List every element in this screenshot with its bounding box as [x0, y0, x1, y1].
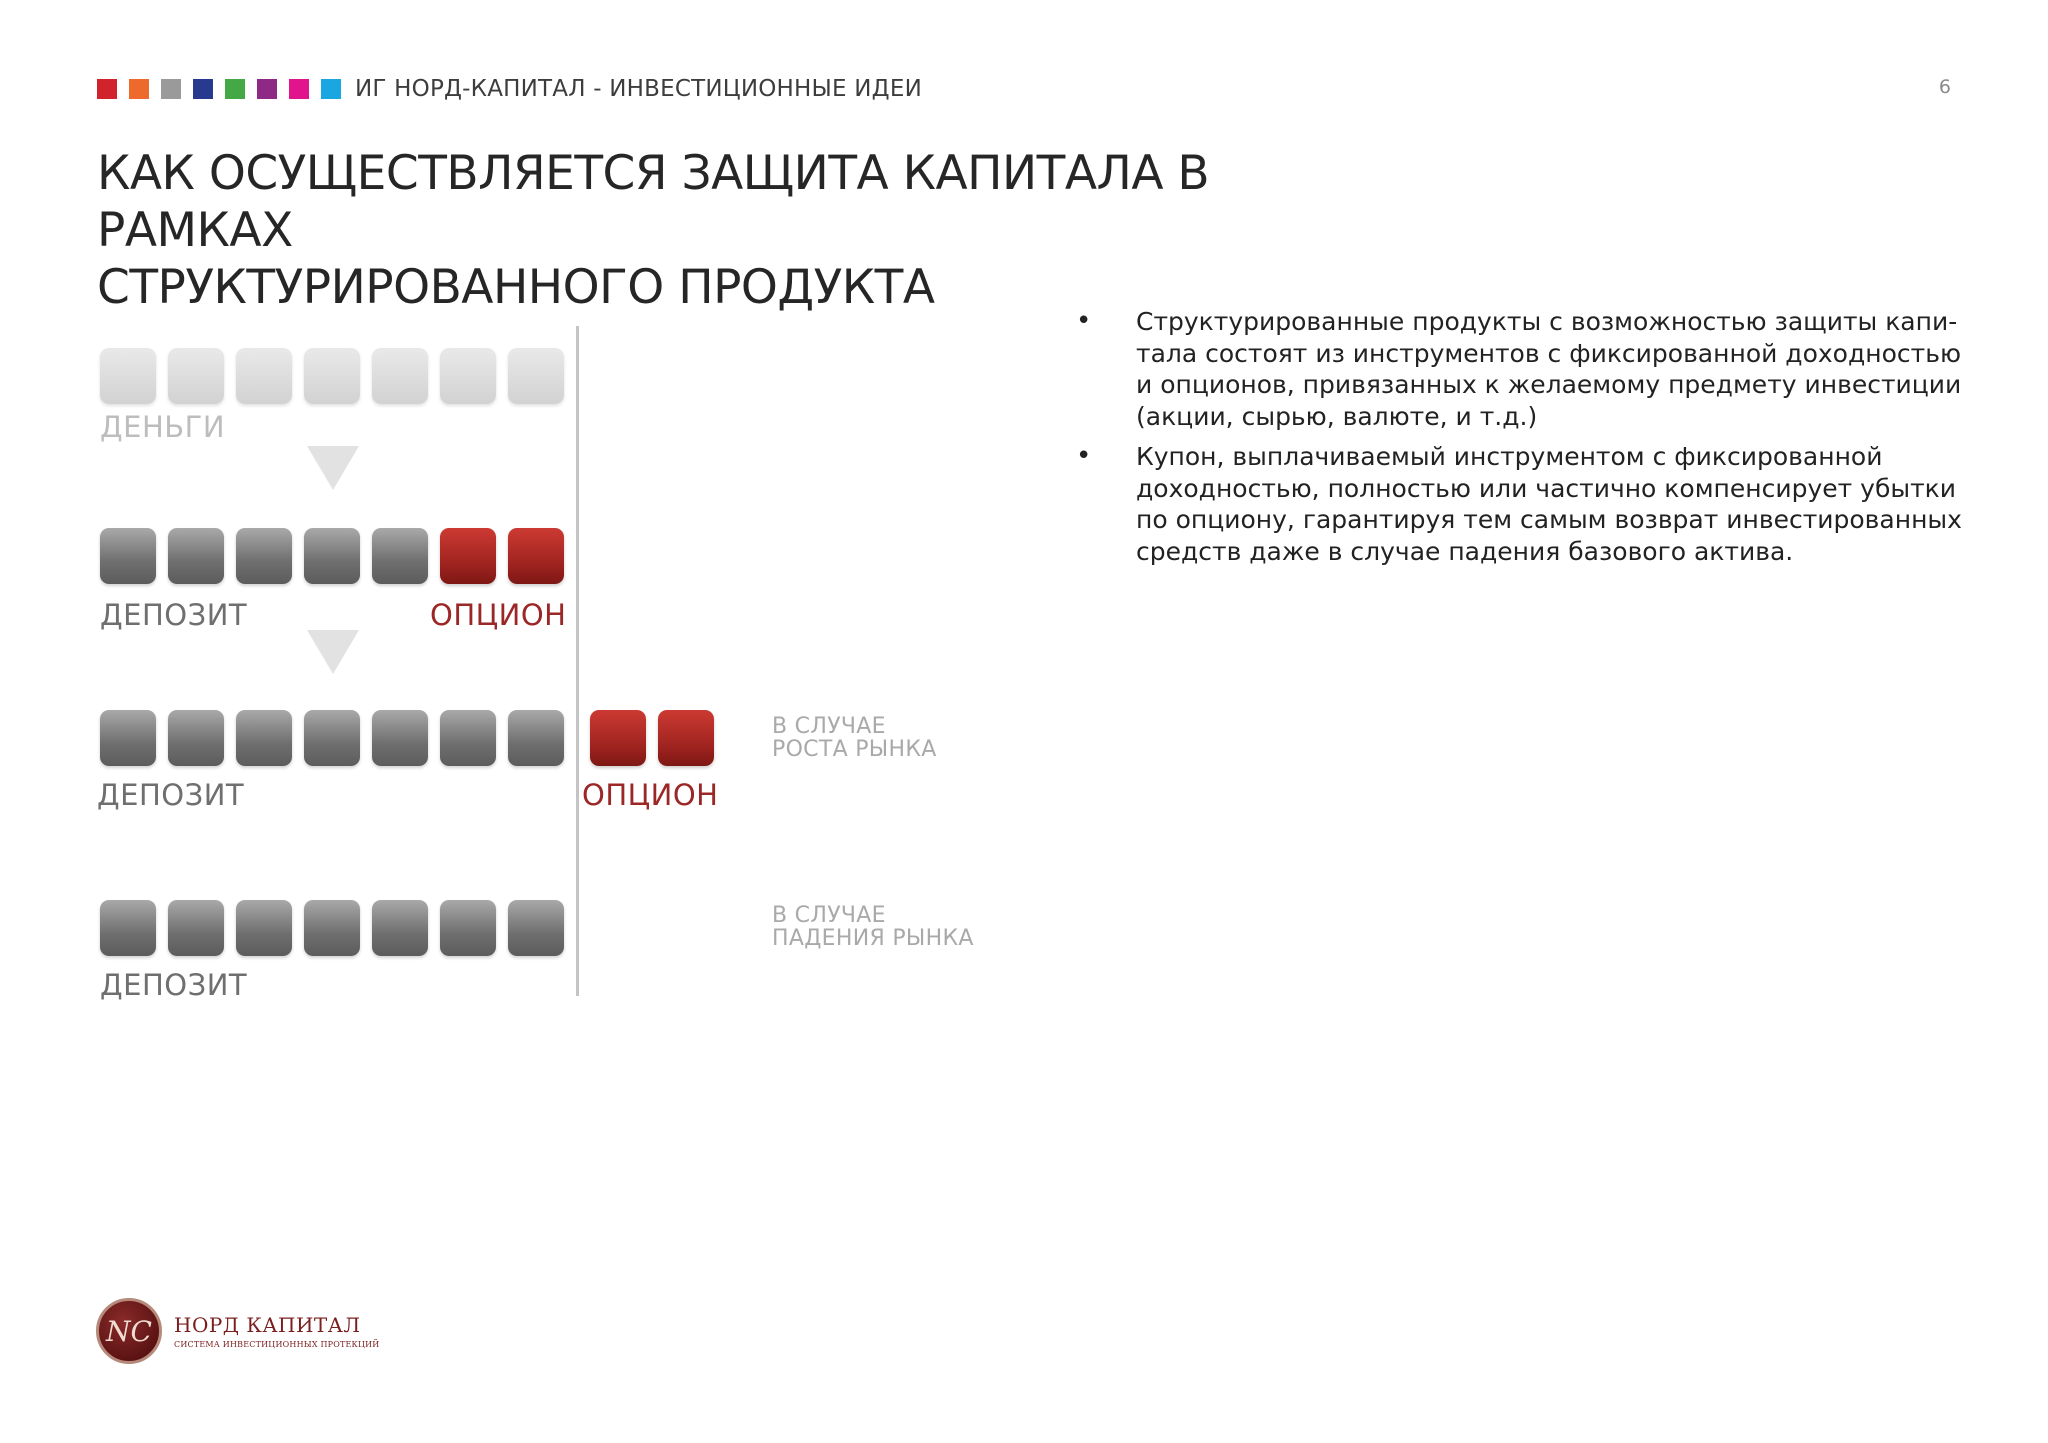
deposit-block — [304, 900, 360, 956]
divider-line — [576, 326, 579, 996]
bullet-list — [1068, 306, 1968, 576]
swatch-navy — [193, 79, 213, 99]
deposit-label: ДЕПОЗИТ — [97, 778, 245, 812]
option-label: ОПЦИОН — [582, 778, 719, 812]
bullet-item — [1068, 441, 1968, 567]
deposit-block — [440, 900, 496, 956]
deposit-block — [372, 710, 428, 766]
swatch-gray — [161, 79, 181, 99]
swatch-purple — [257, 79, 277, 99]
page-title — [97, 145, 1397, 316]
deposit-block — [168, 528, 224, 584]
deposit-block — [100, 900, 156, 956]
deposit-block — [236, 900, 292, 956]
growth-option-blocks-row — [590, 710, 714, 766]
company-logo — [96, 1298, 379, 1364]
deposit-block — [304, 710, 360, 766]
caption-line: В СЛУЧАЕ — [772, 714, 886, 739]
deposit-label: ДЕПОЗИТ — [100, 968, 248, 1002]
option-block — [508, 528, 564, 584]
market-decline-caption — [772, 904, 974, 950]
money-block — [440, 348, 496, 404]
page-title-line-1: КАК ОСУЩЕСТВЛЯЕТСЯ ЗАЩИТА КАПИТАЛА В РАМКАХ — [97, 146, 1210, 258]
logo-monogram-icon: NC — [96, 1298, 162, 1364]
bullet-text: Купон, выплачиваемый инструментом с фиксированной доходностью, полностью или частично компенсирует убытки по опциону, гарантируя тем самым возврат инвестированных средств даже в случае падения базового актива. — [1136, 442, 1962, 566]
deposit-option-blocks-row — [100, 528, 564, 584]
down-arrow-icon — [307, 630, 359, 674]
money-block — [100, 348, 156, 404]
deposit-block — [168, 710, 224, 766]
market-growth-caption — [772, 715, 937, 761]
caption-line: РОСТА РЫНКА — [772, 737, 937, 762]
bullet-dot: • — [1076, 306, 1092, 336]
swatch-red — [97, 79, 117, 99]
deposit-block — [100, 528, 156, 584]
down-arrow-icon — [307, 446, 359, 490]
caption-line: ПАДЕНИЯ РЫНКА — [772, 926, 974, 951]
header-title: ИГ НОРД-КАПИТАЛ - ИНВЕСТИЦИОННЫЕ ИДЕИ — [355, 76, 922, 102]
deposit-block — [508, 710, 564, 766]
money-label: ДЕНЬГИ — [100, 410, 226, 444]
deposit-block — [440, 710, 496, 766]
caption-line: В СЛУЧАЕ — [772, 903, 886, 928]
swatch-magenta — [289, 79, 309, 99]
deposit-block — [168, 900, 224, 956]
logo-text — [174, 1313, 379, 1349]
money-blocks-row — [100, 348, 564, 404]
money-block — [372, 348, 428, 404]
color-swatches — [97, 79, 341, 99]
money-block — [508, 348, 564, 404]
swatch-green — [225, 79, 245, 99]
page-number: 6 — [1938, 76, 1951, 98]
header-bar — [97, 74, 922, 104]
growth-deposit-blocks-row — [100, 710, 564, 766]
decline-deposit-blocks-row — [100, 900, 564, 956]
money-block — [168, 348, 224, 404]
option-block — [658, 710, 714, 766]
option-block — [590, 710, 646, 766]
money-block — [304, 348, 360, 404]
swatch-cyan — [321, 79, 341, 99]
deposit-block — [372, 528, 428, 584]
deposit-block — [304, 528, 360, 584]
logo-tagline: СИСТЕМА ИНВЕСТИЦИОННЫХ ПРОТЕКЦИЙ — [174, 1340, 380, 1349]
option-label: ОПЦИОН — [430, 598, 567, 632]
deposit-block — [508, 900, 564, 956]
deposit-block — [100, 710, 156, 766]
deposit-block — [372, 900, 428, 956]
page-title-line-2: СТРУКТУРИРОВАННОГО ПРОДУКТА — [97, 260, 935, 315]
deposit-label: ДЕПОЗИТ — [100, 598, 248, 632]
swatch-orange — [129, 79, 149, 99]
bullet-text: Структурированные продукты с возможностью защиты капитала состоят из инструментов с фиксированной доходностью и опционов, привязанных к желаемому предмету инвестиции (акции, сырью, валюте, и т.д.) — [1136, 307, 1962, 431]
deposit-block — [236, 710, 292, 766]
deposit-block — [236, 528, 292, 584]
option-block — [440, 528, 496, 584]
bullet-dot: • — [1076, 441, 1092, 471]
bullet-item — [1068, 306, 1968, 432]
money-block — [236, 348, 292, 404]
logo-name: НОРД КАПИТАЛ — [174, 1313, 361, 1337]
